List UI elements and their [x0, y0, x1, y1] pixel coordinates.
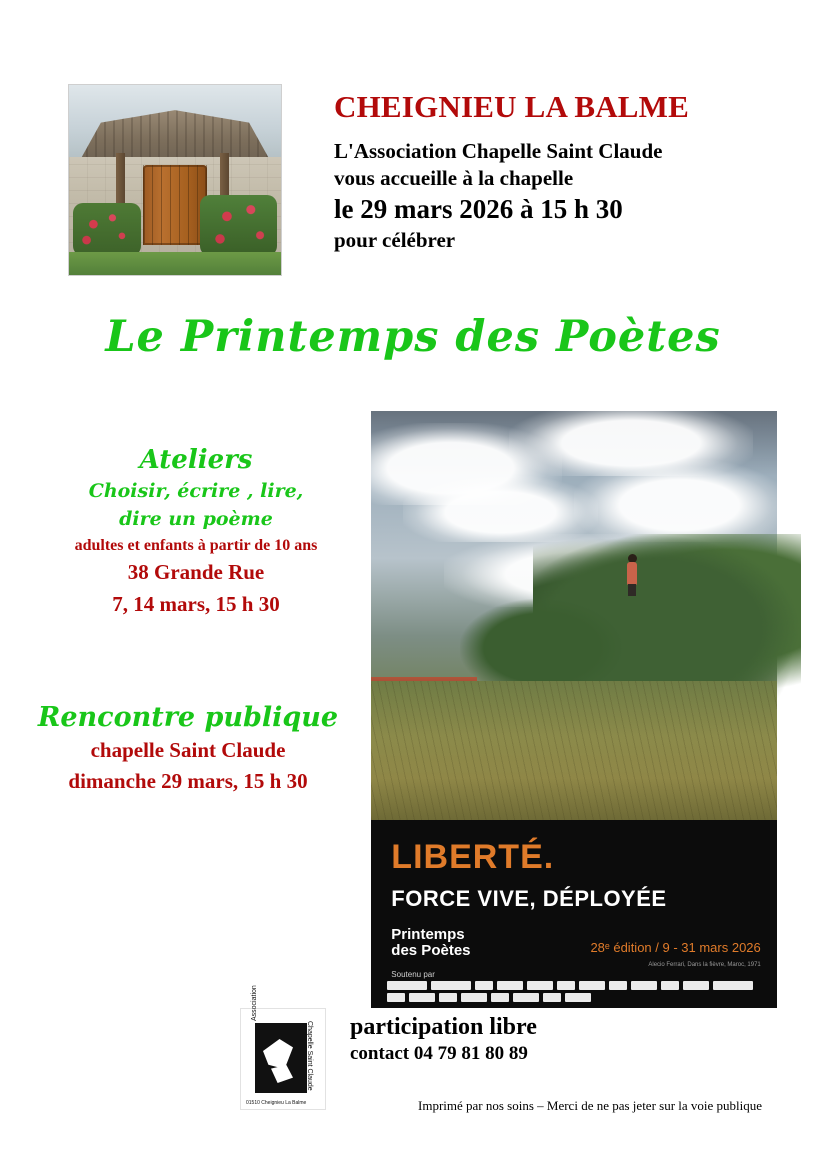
ateliers-subtitle-line1: Choisir, écrire , lire,	[88, 479, 304, 502]
poster-header	[0, 78, 826, 298]
poster-subheadline: FORCE VIVE, DÉPLOYÉE	[391, 885, 667, 911]
poster-brand-line1: Printemps	[391, 926, 465, 944]
print-notice: Imprimé par nos soins – Merci de ne pas jeter sur la voie publique	[418, 1098, 763, 1113]
sponsor-logo	[527, 981, 553, 990]
poster-field-texture	[371, 681, 777, 820]
association-logo	[240, 985, 326, 1110]
poster-supported-by-label: Soutenu par	[391, 969, 435, 979]
poster-brand	[391, 927, 470, 959]
sponsor-logo	[557, 981, 575, 990]
sponsor-logo	[497, 981, 523, 990]
header-text-block	[334, 90, 804, 254]
rencontre-date: dimanche 29 mars, 15 h 30	[68, 769, 308, 794]
logo-label-address: 01510 Cheignieu La Balme	[246, 1100, 307, 1106]
poster-photo	[371, 411, 777, 820]
section-ateliers	[26, 446, 366, 618]
sponsor-logo	[491, 993, 509, 1002]
poster-cloud	[403, 476, 598, 541]
logo-label-chapelle: Chapelle Saint Claude	[306, 1021, 313, 1091]
participation-label: participation libre	[350, 1014, 537, 1040]
sponsor-logo	[631, 981, 657, 990]
photo-flowers-right	[200, 195, 276, 256]
figure-body	[627, 562, 637, 586]
poster-edition: 28ᵉ édition / 9 - 31 mars 2026	[590, 939, 761, 955]
sponsor-logo	[543, 993, 561, 1002]
sponsor-logo	[387, 993, 405, 1002]
rencontre-heading: Rencontre publique	[37, 702, 339, 733]
section-rencontre	[10, 702, 366, 796]
poster-cloud	[574, 460, 785, 542]
photo-door-planks	[143, 165, 207, 245]
logo-label-association: Association	[251, 985, 258, 1021]
header-line-welcome: vous accueille à la chapelle	[334, 165, 574, 190]
ateliers-subtitle-line2: dire un poème	[119, 507, 273, 530]
sponsor-logo	[609, 981, 627, 990]
printemps-poster-image	[371, 411, 777, 1008]
ateliers-address: 38 Grande Rue	[127, 560, 265, 585]
sponsor-logo	[475, 981, 493, 990]
photo-flowers-left	[73, 203, 141, 256]
page-title: CHEIGNIEU LA BALME	[334, 89, 689, 124]
photo-grass	[69, 252, 281, 275]
event-title: Le Printemps des Poètes	[105, 312, 721, 362]
ateliers-audience: adultes et enfants à partir de 10 ans	[74, 537, 318, 555]
poster-brand-line2: des Poètes	[391, 942, 471, 960]
sponsor-logo	[409, 993, 435, 1002]
poster-sponsor-logos	[387, 981, 761, 1006]
ateliers-dates: 7, 14 mars, 15 h 30	[112, 591, 280, 616]
sponsor-logo	[565, 993, 591, 1002]
sponsor-logo	[431, 981, 471, 990]
poster-headline: LIBERTÉ.	[391, 837, 555, 876]
sponsor-logo	[461, 993, 487, 1002]
sponsor-logo	[579, 981, 605, 990]
figure-legs	[628, 584, 636, 596]
header-line-datetime: le 29 mars 2026 à 15 h 30	[334, 193, 623, 224]
contact-label: contact 04 79 81 80 89	[350, 1043, 528, 1064]
sponsor-logo	[439, 993, 457, 1002]
sponsor-logo	[713, 981, 753, 990]
poster-child-figure	[625, 554, 639, 596]
sponsor-logo	[683, 981, 709, 990]
ateliers-heading: Ateliers	[139, 445, 253, 475]
footer-text-block	[350, 1014, 537, 1065]
chapel-photo	[68, 84, 282, 276]
rencontre-place: chapelle Saint Claude	[90, 738, 286, 763]
sponsor-logo	[387, 981, 427, 990]
sponsor-logo	[513, 993, 539, 1002]
sponsor-logo	[661, 981, 679, 990]
header-line-purpose: pour célébrer	[334, 227, 456, 252]
poster-photo-credit: Alecio Ferrari, Dans la fièvre, Maroc, 1971	[648, 962, 761, 969]
header-line-association: L'Association Chapelle Saint Claude	[334, 139, 663, 164]
left-column	[26, 446, 366, 618]
